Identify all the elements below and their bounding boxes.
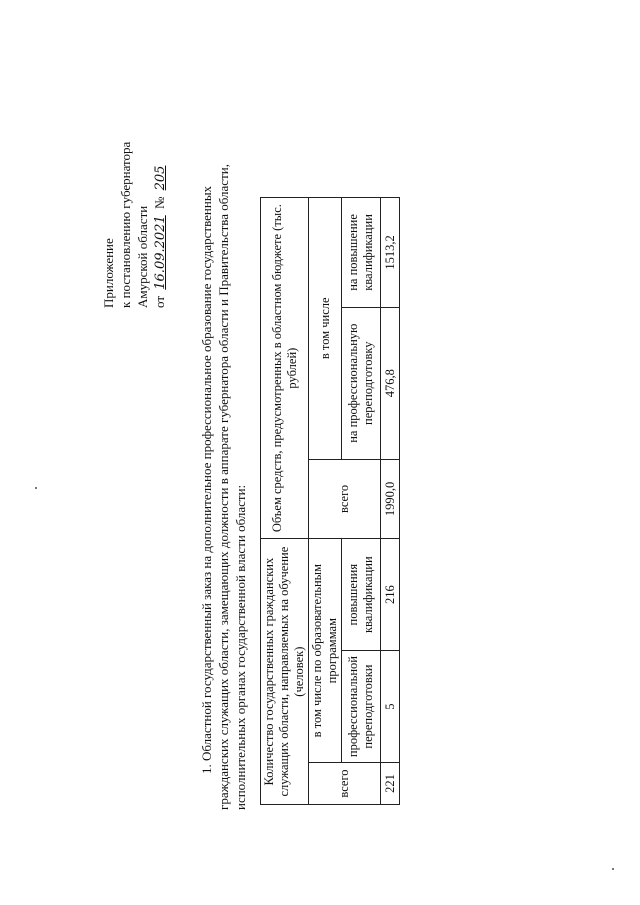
handwritten-date: 16.09.2021	[153, 215, 168, 290]
header-budget: Объем средств, предусмотренных в областном бюджете (тыс. рублей)	[261, 198, 309, 539]
cell-people-total: 221	[381, 763, 400, 805]
appendix-block	[100, 142, 169, 308]
date-prefix: от	[152, 295, 167, 308]
header-qualification-budget: на повышение квалификации	[342, 198, 381, 308]
paragraph-line-1: 1. Областной государственный заказ на дополнительное профессиональное образование государственных	[199, 185, 214, 774]
appendix-date-line	[151, 142, 169, 308]
training-table	[260, 197, 400, 805]
handwritten-number: 205	[153, 165, 168, 191]
header-budget-total: всего	[309, 459, 381, 539]
paragraph-line-3: исполнительных органах государственной власти области:	[233, 484, 248, 810]
scan-speck	[612, 868, 614, 870]
cell-people-qualification: 216	[381, 539, 400, 651]
number-prefix: №	[152, 196, 167, 210]
header-people-total: всего	[309, 763, 381, 805]
appendix-region: Амурской области	[135, 205, 150, 308]
appendix-title: Приложение	[101, 238, 116, 308]
table-row	[381, 198, 400, 805]
paragraph-line-2: гражданских служащих области, замещающих должности в аппарате губернатора области и Правительства области,	[216, 164, 231, 810]
cell-people-retraining: 5	[381, 651, 400, 763]
appendix-resolution: к постановлению губернатора	[118, 141, 133, 308]
header-including: в том числе	[309, 198, 342, 460]
cell-budget-qualification: 1513,2	[381, 198, 400, 308]
paragraph-1	[198, 50, 249, 810]
header-retraining-budget: на профессиональную переподготовку	[342, 307, 381, 459]
header-people: Количество государственных гражданских служащих области, направляемых на обучение (человек)	[261, 539, 309, 805]
header-retraining: профессиональной переподготовки	[342, 651, 381, 763]
scan-speck	[35, 487, 37, 489]
header-including-programs: в том числе по образовательным программам	[309, 539, 342, 763]
cell-budget-total: 1990,0	[381, 459, 400, 539]
cell-budget-retraining: 476,8	[381, 307, 400, 459]
header-qualification: повышения квалификации	[342, 539, 381, 651]
